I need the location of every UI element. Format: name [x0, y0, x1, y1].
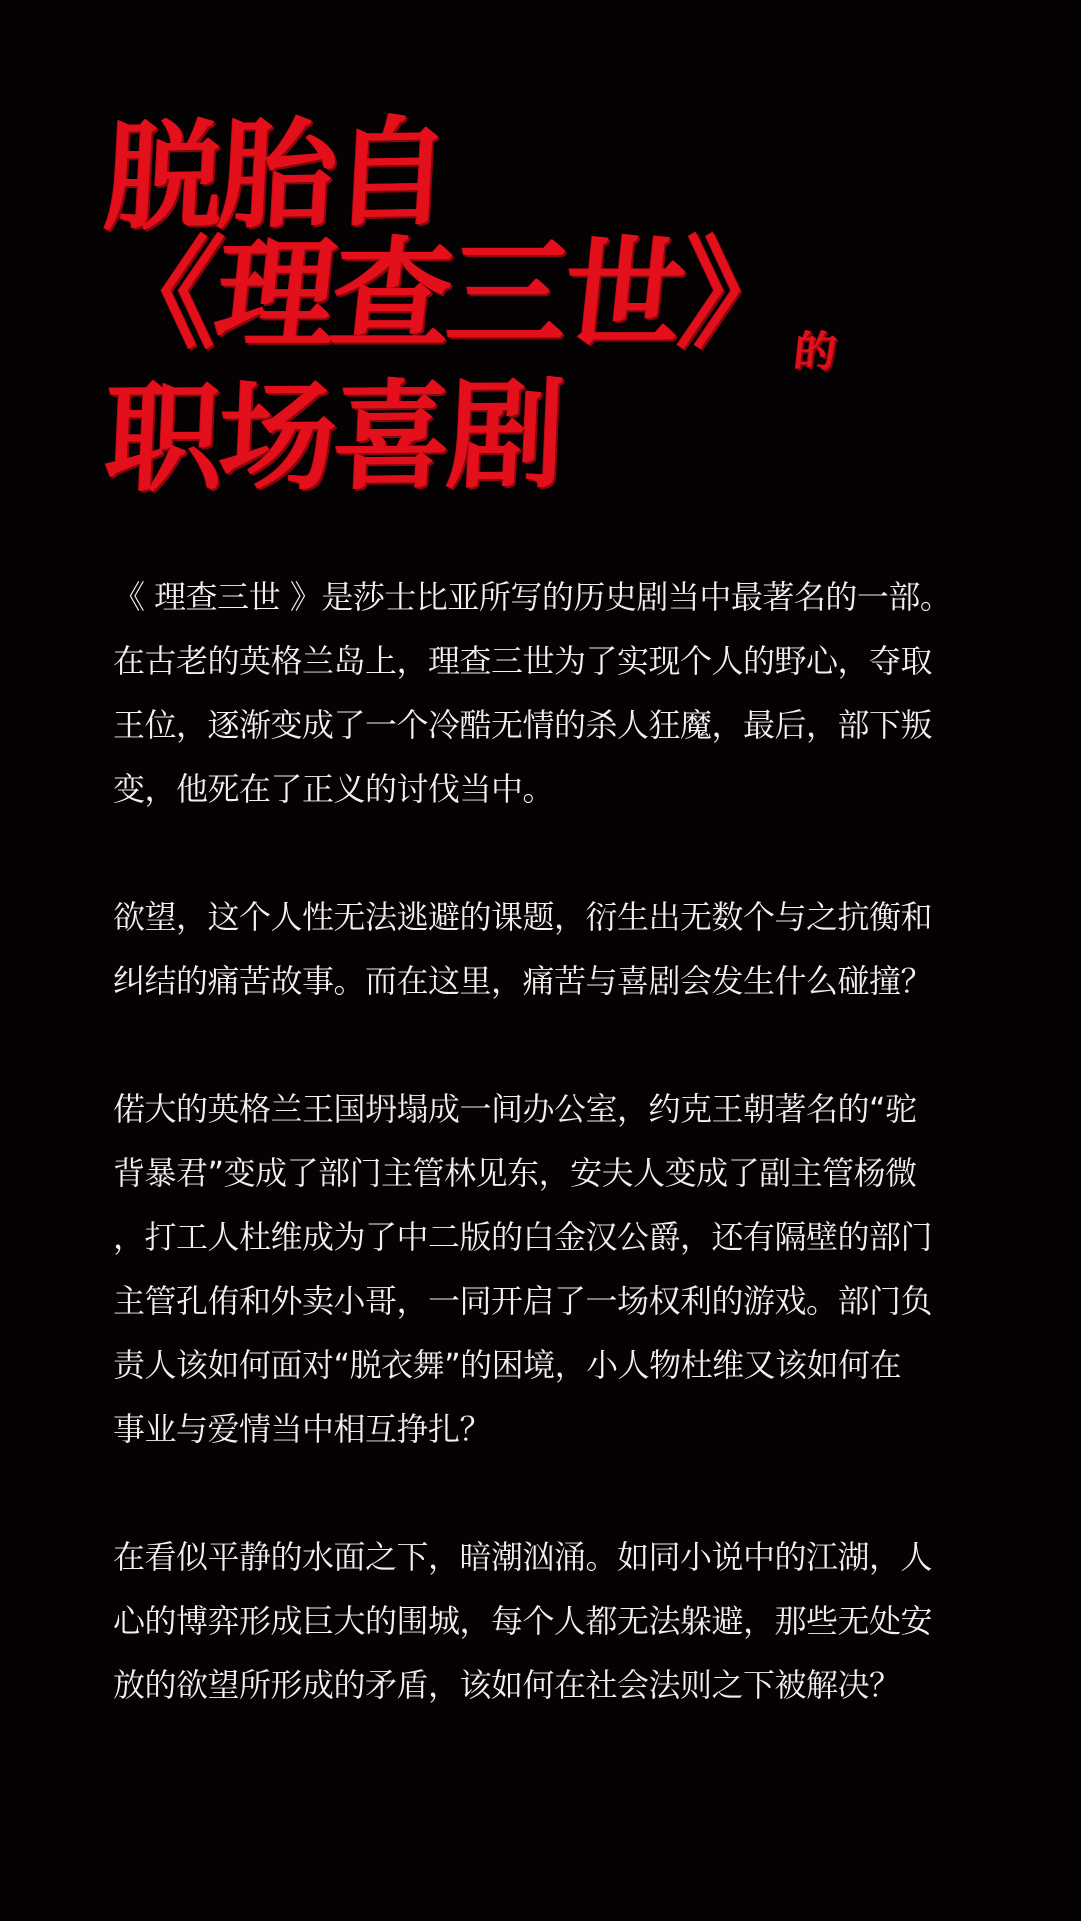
- text-line: 王位，逐渐变成了一个冷酷无情的杀人狂魔，最后，部下叛: [113, 706, 933, 744]
- text-line: 在看似平静的水面之下，暗潮汹涌。如同小说中的江湖，人: [113, 1538, 933, 1576]
- text-line: 《 理查三世 》是莎士比亚所写的历史剧当中最著名的一部。: [113, 578, 952, 616]
- text-line: 偌大的英格兰王国坍塌成一间办公室，约克王朝著名的“驼: [113, 1090, 917, 1128]
- text-line: 在古老的英格兰岛上，理查三世为了实现个人的野心，夺取: [113, 642, 933, 680]
- title-line-3: 职场喜剧: [101, 366, 565, 508]
- synopsis-paragraph-2: [113, 885, 973, 1013]
- text-line: 责人该如何面对“脱衣舞”的困境，小人物杜维又该如何在: [113, 1346, 902, 1384]
- synopsis-paragraph-3: [113, 1077, 973, 1461]
- synopsis-body: [113, 565, 973, 1781]
- title-line-1: 脱胎自: [101, 103, 451, 247]
- title-line-2-suffix: 的: [791, 327, 840, 376]
- text-line: 主管孔侑和外卖小哥，一同开启了一场权利的游戏。部门负: [113, 1282, 933, 1320]
- text-line: 背暴君”变成了部门主管林见东，安夫人变成了副主管杨微: [113, 1154, 917, 1192]
- text-line: 放的欲望所形成的矛盾，该如何在社会法则之下被解决？: [113, 1666, 901, 1704]
- title-line-2: [91, 226, 850, 388]
- text-line: ，打工人杜维成为了中二版的白金汉公爵，还有隔壁的部门: [113, 1218, 933, 1256]
- text-line: 欲望，这个人性无法逃避的课题，衍生出无数个与之抗衡和: [113, 898, 933, 936]
- synopsis-paragraph-1: [113, 565, 973, 821]
- text-line: 变，他死在了正义的讨伐当中。: [113, 770, 555, 808]
- synopsis-paragraph-4: [113, 1525, 973, 1717]
- text-line: 事业与爱情当中相互挣扎？: [113, 1410, 492, 1448]
- poster-title: [93, 103, 840, 530]
- text-line: 纠结的痛苦故事。而在这里，痛苦与喜剧会发生什么碰撞？: [113, 962, 933, 1000]
- title-line-2-main: 《理查三世》: [93, 226, 804, 365]
- text-line: 心的博弈形成巨大的围城，每个人都无法躲避，那些无处安: [113, 1602, 933, 1640]
